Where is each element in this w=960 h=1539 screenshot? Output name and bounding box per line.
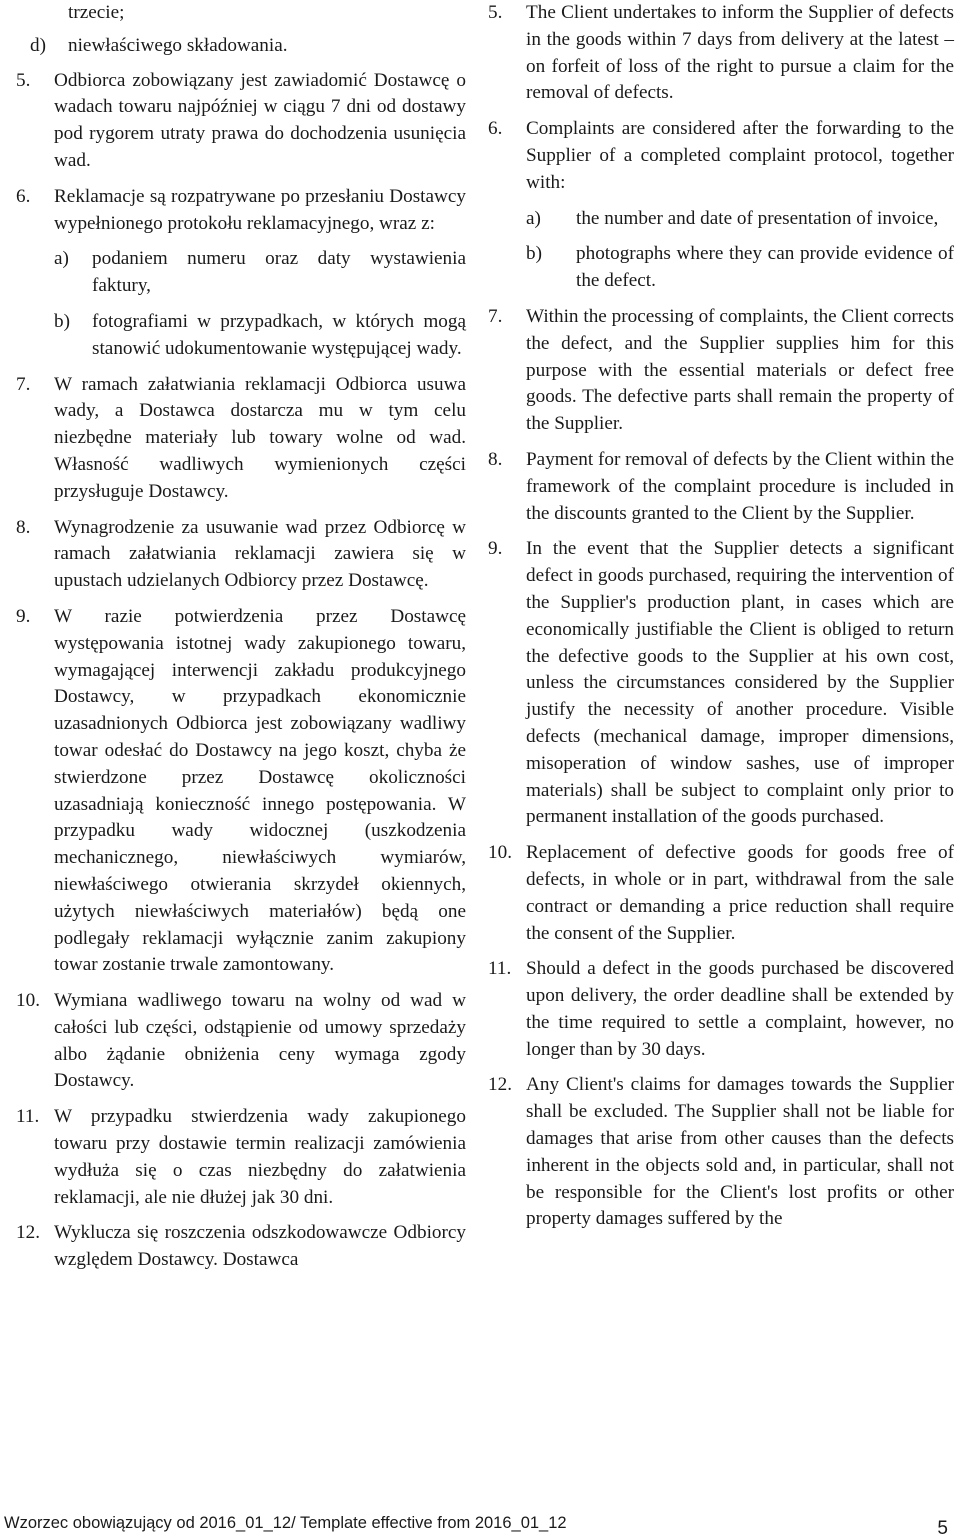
sub-text: podaniem numeru oraz daty wystawienia faktury,	[92, 248, 466, 297]
sub-label: b)	[54, 310, 70, 332]
clause-number: 9.	[16, 605, 31, 627]
clause-8	[16, 515, 466, 595]
clause-7	[16, 372, 466, 506]
clause-12	[488, 1072, 954, 1233]
item-text: niewłaściwego składowania.	[68, 34, 288, 56]
continued-text	[16, 0, 466, 27]
sub-label: a)	[526, 207, 541, 229]
clause-number: 8.	[488, 448, 503, 470]
clause-number: 5.	[488, 2, 503, 23]
clause-text: W razie potwierdzenia przez Dostawcę występowania istotnej wady zakupionego towaru, wymagającej interwencji zakładu produkcyjnego Dostawcy, w przypadkach ekonomicznie uzasadnionych Odbiorca jest zobowiązany wadliwy towar odesłać do Dostawcy na jego koszt, chyba że stwierdzone przez Dostawcę okoliczności uzasadniają konieczność innego postępowania. W przypadku wady widocznej (uszkodzenia mechanicznego, niewłaściwych wymiarów, niewłaściwego otwierania skrzydeł okiennych, użytych niewłaściwych materiałów) będą one podlegały reklamacji wyłącznie zanim zakupiony towar zostanie trwale zamontowany.	[54, 605, 466, 976]
clause-11	[16, 1104, 466, 1211]
clause-text: The Client undertakes to inform the Supplier of defects in the goods within 7 days from delivery at the latest – on forfeit of loss of the right to pursue a claim for the removal of defects.	[526, 2, 954, 104]
clause-text: Wynagrodzenie za usuwanie wad przez Odbiorcę w ramach załatwiania reklamacji zawiera się w upustach udzielanych Odbiorcy przez Dostawcę.	[54, 516, 466, 592]
clause-text: Complaints are considered after the forwarding to the Supplier of a completed complaint protocol, together with:	[526, 118, 954, 193]
clause-number: 6.	[488, 118, 503, 140]
clause-text: Payment for removal of defects by the Client within the framework of the complaint procedure is included in the discounts granted to the Client by the Supplier.	[526, 448, 954, 524]
clause-11	[488, 956, 954, 1063]
page-number: 5	[937, 1518, 948, 1539]
continued-line: trzecie;	[68, 2, 125, 23]
clause-number: 8.	[16, 516, 31, 538]
clause-number: 9.	[488, 538, 503, 560]
clause-number: 7.	[16, 373, 31, 395]
clause-number: 10.	[488, 842, 512, 864]
sub-text: fotografiami w przypadkach, w których mogą stanowić udokumentowanie występującej wady.	[92, 310, 466, 359]
clause-7	[488, 304, 954, 438]
clause-number: 6.	[16, 185, 31, 207]
clause-text: W ramach załatwiania reklamacji Odbiorca usuwa wady, a Dostawca dostarcza mu w tym celu niezbędne materiały lub towary wolne od wad. Własność wadliwych wymienionych części przysługuje Dostawcy.	[54, 373, 466, 502]
sub-item-b	[526, 241, 954, 295]
english-column	[488, 0, 954, 1233]
clause-number: 7.	[488, 305, 503, 327]
page-footer: Wzorzec obowiązujący od 2016_01_12/ Template effective from 2016_01_12	[4, 1514, 567, 1532]
clause-number: 12.	[488, 1074, 512, 1096]
sub-label: a)	[54, 248, 69, 270]
sub-text: photographs where they can provide evidence of the defect.	[576, 243, 954, 292]
clause-9	[488, 536, 954, 831]
sub-item-a	[54, 246, 466, 300]
sub-item-b	[54, 309, 466, 363]
clause-text: Wymiana wadliwego towaru na wolny od wad w całości lub części, odstąpienie od umowy sprzedaży albo żądanie obniżenia ceny wymaga zgody Dostawcy.	[54, 990, 466, 1092]
clause-text: Odbiorca zobowiązany jest zawiadomić Dostawcę o wadach towaru najpóźniej w ciągu 7 dni od dostawy pod rygorem utraty prawa do dochodzenia usunięcia wad.	[54, 69, 466, 171]
clause-9	[16, 604, 466, 979]
clause-text: In the event that the Supplier detects a significant defect in goods purchased, requiring the intervention of the Supplier's production plant, in cases which are economically justifiable the Client is obliged to return the defective goods to the Supplier at his own cost, unless the circumstances considered by the Supplier justify the necessity of another procedure. Visible defects (mechanical damage, improper dimensions, misoperation of window sashes, use of improper materials) shall be subject to complaint only prior to permanent installation of the goods purchased.	[526, 538, 954, 828]
clause-text: Wyklucza się roszczenia odszkodowawcze Odbiorcy względem Dostawcy. Dostawca	[54, 1222, 466, 1271]
clause-10	[488, 840, 954, 947]
clause-6	[488, 116, 954, 295]
sub-item-a	[526, 206, 954, 233]
polish-column	[16, 0, 466, 1274]
clause-5	[16, 68, 466, 175]
clause-number: 12.	[16, 1222, 40, 1244]
clause-text: Should a defect in the goods purchased be discovered upon delivery, the order deadline shall be extended by the time required to settle a complaint, however, no longer than by 30 days.	[526, 958, 954, 1060]
clause-text: Reklamacje są rozpatrywane po przesłaniu Dostawcy wypełnionego protokołu reklamacyjnego, wraz z:	[54, 185, 466, 234]
clause-text: Replacement of defective goods for goods free of defects, in whole or in part, withdrawal from the sale contract or demanding a price reduction shall require the consent of the Supplier.	[526, 842, 954, 944]
clause-10	[16, 988, 466, 1095]
list-item-d	[16, 33, 466, 60]
clause-6	[16, 184, 466, 363]
clause-number: 10.	[16, 990, 40, 1012]
clause-number: 11.	[16, 1106, 40, 1128]
sub-text: the number and date of presentation of invoice,	[576, 207, 939, 229]
item-label: d)	[30, 34, 46, 56]
sub-label: b)	[526, 243, 542, 265]
clause-text: Within the processing of complaints, the Client corrects the defect, and the Supplier supplies him for this purpose with the essential materials or defect free goods. The defective parts shall remain the property of the Supplier.	[526, 305, 954, 435]
clause-text: Any Client's claims for damages towards the Supplier shall be excluded. The Supplier shall not be liable for damages that arise from other causes than the defects inherent in the objects sold and, in particular, shall not be responsible for the Client's lost profits or other property damages suffered by the	[526, 1074, 954, 1230]
clause-text: W przypadku stwierdzenia wady zakupionego towaru przy dostawie termin realizacji zamówienia wydłuża się o czas niezbędny do załatwienia reklamacji, ale nie dłużej jak 30 dni.	[54, 1106, 466, 1208]
clause-5	[488, 0, 954, 107]
clause-12	[16, 1220, 466, 1274]
clause-8	[488, 447, 954, 527]
clause-number: 5.	[16, 69, 31, 91]
clause-number: 11.	[488, 958, 512, 980]
